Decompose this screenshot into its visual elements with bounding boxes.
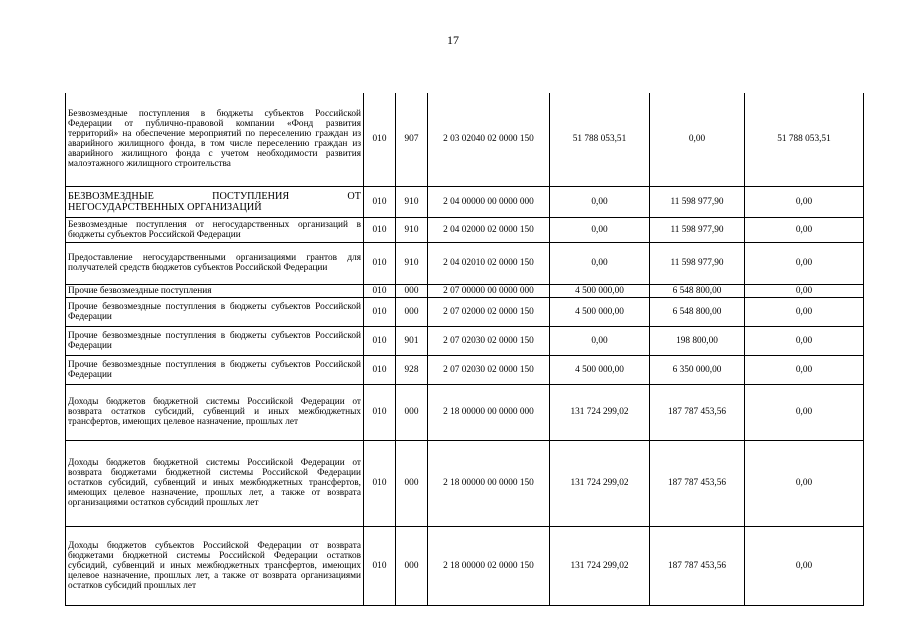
row-code: 2 04 02000 02 0000 150 xyxy=(428,217,550,242)
row-col1: 010 xyxy=(364,440,396,526)
row-value-1: 0,00 xyxy=(550,186,650,217)
row-col1: 010 xyxy=(364,93,396,186)
row-name: Прочие безвозмездные поступления в бюджеты субъектов Российской Федерации xyxy=(66,326,364,355)
row-value-3: 0,00 xyxy=(745,242,864,284)
row-name: Прочие безвозмездные поступления xyxy=(66,284,364,297)
row-col2: 000 xyxy=(396,297,428,326)
row-value-3: 51 788 053,51 xyxy=(745,93,864,186)
row-value-1: 4 500 000,00 xyxy=(550,355,650,384)
row-col1: 010 xyxy=(364,242,396,284)
table-row xyxy=(66,217,864,242)
row-value-3: 0,00 xyxy=(745,440,864,526)
row-col2: 000 xyxy=(396,384,428,440)
row-value-3: 0,00 xyxy=(745,217,864,242)
row-name: Предоставление негосударственными организациями грантов для получателей средств бюджетов субъектов Российской Федерации xyxy=(66,242,364,284)
row-col1: 010 xyxy=(364,284,396,297)
row-code: 2 04 02010 02 0000 150 xyxy=(428,242,550,284)
row-value-2: 187 787 453,56 xyxy=(650,526,745,605)
row-value-2: 11 598 977,90 xyxy=(650,242,745,284)
row-col1: 010 xyxy=(364,355,396,384)
row-value-3: 0,00 xyxy=(745,297,864,326)
row-name: Безвозмездные поступления в бюджеты субъектов Российской Федерации от публично-правовой компании «Фонд развития территорий» на обеспечение мероприятий по переселению граждан из аварийного жилищного фонда, в том числе переселению граждан из аварийного жилищного фонда с учетом необходимости развития малоэтажного жилищного строительства xyxy=(66,93,364,186)
row-col1: 010 xyxy=(364,297,396,326)
row-col2: 901 xyxy=(396,326,428,355)
table-row xyxy=(66,355,864,384)
row-value-2: 187 787 453,56 xyxy=(650,440,745,526)
row-name: Прочие безвозмездные поступления в бюджеты субъектов Российской Федерации xyxy=(66,355,364,384)
table-row xyxy=(66,297,864,326)
row-value-3: 0,00 xyxy=(745,186,864,217)
row-col2: 907 xyxy=(396,93,428,186)
row-value-2: 0,00 xyxy=(650,93,745,186)
row-value-3: 0,00 xyxy=(745,526,864,605)
row-col1: 010 xyxy=(364,326,396,355)
row-value-3: 0,00 xyxy=(745,326,864,355)
row-code: 2 07 02030 02 0000 150 xyxy=(428,355,550,384)
row-value-1: 131 724 299,02 xyxy=(550,384,650,440)
row-value-2: 198 800,00 xyxy=(650,326,745,355)
table-row xyxy=(66,326,864,355)
row-code: 2 07 02000 02 0000 150 xyxy=(428,297,550,326)
table-row xyxy=(66,284,864,297)
row-col1: 010 xyxy=(364,384,396,440)
row-name: БЕЗВОЗМЕЗДНЫЕ ПОСТУПЛЕНИЯ ОТ НЕГОСУДАРСТВЕННЫХ ОРГАНИЗАЦИЙ xyxy=(66,186,364,217)
row-col2: 910 xyxy=(396,186,428,217)
row-code: 2 18 00000 02 0000 150 xyxy=(428,526,550,605)
row-code: 2 04 00000 00 0000 000 xyxy=(428,186,550,217)
row-col2: 928 xyxy=(396,355,428,384)
row-value-1: 0,00 xyxy=(550,242,650,284)
row-value-1: 131 724 299,02 xyxy=(550,526,650,605)
row-col1: 010 xyxy=(364,186,396,217)
row-col2: 000 xyxy=(396,284,428,297)
table-row xyxy=(66,384,864,440)
row-value-3: 0,00 xyxy=(745,384,864,440)
table-row xyxy=(66,440,864,526)
budget-table xyxy=(65,93,864,606)
row-name: Безвозмездные поступления от негосударственных организаций в бюджеты субъектов Российской Федерации xyxy=(66,217,364,242)
row-col1: 010 xyxy=(364,217,396,242)
row-value-2: 6 548 800,00 xyxy=(650,297,745,326)
row-name: Прочие безвозмездные поступления в бюджеты субъектов Российской Федерации xyxy=(66,297,364,326)
row-value-2: 11 598 977,90 xyxy=(650,217,745,242)
row-value-1: 0,00 xyxy=(550,217,650,242)
row-value-1: 4 500 000,00 xyxy=(550,284,650,297)
table-row xyxy=(66,242,864,284)
row-col1: 010 xyxy=(364,526,396,605)
row-value-1: 51 788 053,51 xyxy=(550,93,650,186)
row-col2: 910 xyxy=(396,217,428,242)
row-code: 2 07 02030 02 0000 150 xyxy=(428,326,550,355)
row-col2: 000 xyxy=(396,440,428,526)
row-value-2: 6 350 000,00 xyxy=(650,355,745,384)
row-value-3: 0,00 xyxy=(745,284,864,297)
row-name: Доходы бюджетов бюджетной системы Российской Федерации от возврата бюджетами бюджетной системы Российской Федерации остатков субсидий, субвенций и иных межбюджетных трансфертов, имеющих целевое назначение, прошлых лет, а также от возврата организациями остатков субсидий прошлых лет xyxy=(66,440,364,526)
table-row xyxy=(66,186,864,217)
row-value-2: 187 787 453,56 xyxy=(650,384,745,440)
row-value-2: 11 598 977,90 xyxy=(650,186,745,217)
row-col2: 910 xyxy=(396,242,428,284)
row-col2: 000 xyxy=(396,526,428,605)
table-row xyxy=(66,93,864,186)
row-value-3: 0,00 xyxy=(745,355,864,384)
row-name: Доходы бюджетов бюджетной системы Российской Федерации от возврата остатков субсидий, субвенций и иных межбюджетных трансфертов, имеющих целевое назначение, прошлых лет xyxy=(66,384,364,440)
row-code: 2 07 00000 00 0000 000 xyxy=(428,284,550,297)
row-code: 2 18 00000 00 0000 150 xyxy=(428,440,550,526)
row-value-2: 6 548 800,00 xyxy=(650,284,745,297)
row-code: 2 18 00000 00 0000 000 xyxy=(428,384,550,440)
row-value-1: 131 724 299,02 xyxy=(550,440,650,526)
table-row xyxy=(66,526,864,605)
row-code: 2 03 02040 02 0000 150 xyxy=(428,93,550,186)
row-name: Доходы бюджетов субъектов Российской Федерации от возврата бюджетами бюджетной системы Российской Федерации остатков субсидий, субвенций и иных межбюджетных трансфертов, имеющих целевое назначение, прошлых лет, а также от возврата организациями остатков субсидий прошлых лет xyxy=(66,526,364,605)
row-value-1: 4 500 000,00 xyxy=(550,297,650,326)
row-value-1: 0,00 xyxy=(550,326,650,355)
page-number: 17 xyxy=(447,33,459,47)
